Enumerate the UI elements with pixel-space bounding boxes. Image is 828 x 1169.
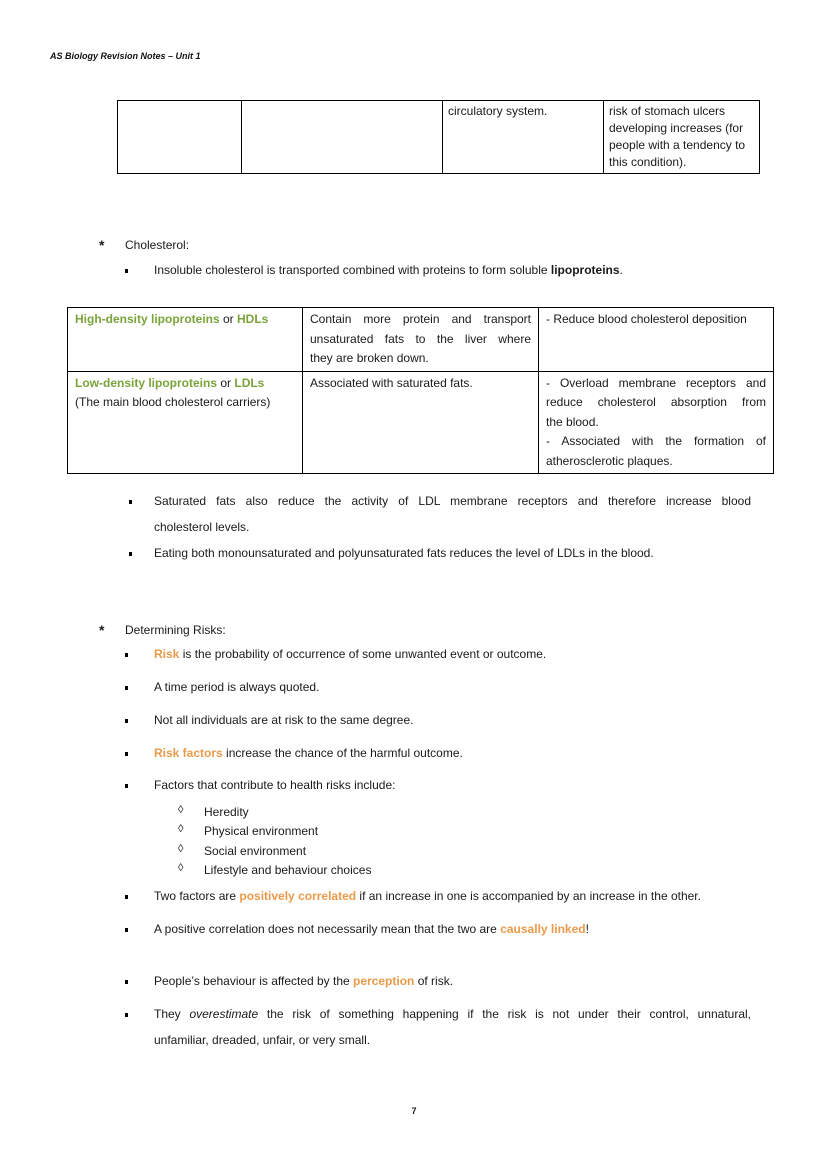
risk-bullet-8: People’s behaviour is affected by the perception of risk. [154,974,454,988]
risk-bullet-2: A time period is always quoted. [154,680,320,694]
section-heading-risks: Determining Risks: [125,623,226,637]
cholesterol-bullet-3: Eating both monounsaturated and polyunsaturated fats reduces the level of LDLs in the blood. [154,546,654,560]
square-bullet-icon [125,752,128,756]
diamond-icon: ◊ [178,804,184,816]
square-bullet-icon [125,1013,128,1017]
hdl-effect-cell: - Reduce blood cholesterol deposition [539,308,774,372]
risk-bullet-6: Two factors are positively correlated if an increase in one is accompanied by an increase in the other. [154,889,701,903]
lipoprotein-table [67,307,774,474]
risk-bullet-4: Risk factors increase the chance of the harmful outcome. [154,746,463,760]
square-bullet-icon [125,719,128,723]
square-bullet-icon [125,980,128,984]
page-number: 7 [411,1106,417,1116]
square-bullet-icon [125,928,128,932]
risk-bullet-5: Factors that contribute to health risks include: [154,778,396,792]
square-bullet-icon [129,552,132,556]
hdl-name-cell: High-density lipoproteins or HDLs [68,308,303,372]
risk-bullet-9-line-2: unfamiliar, dreaded, unfair, or very small. [154,1033,371,1047]
risk-bullet-9-line-1: They overestimate the risk of something happening if the risk is not under their control, unnatural, [154,1007,751,1021]
table-cell-stomach-ulcer-risk: risk of stomach ulcers developing increases (for people with a tendency to this condition). [604,101,760,174]
table-cell-empty [242,101,443,174]
table-cell-circulatory: circulatory system. [443,101,604,174]
square-bullet-icon [125,269,128,273]
risk-bullet-3: Not all individuals are at risk to the same degree. [154,713,414,727]
section-heading-cholesterol: Cholesterol: [125,238,190,252]
ldl-name-cell: Low-density lipoproteins or LDLs (The main blood cholesterol carriers) [68,371,303,474]
risk-bullet-1: Risk is the probability of occurrence of some unwanted event or outcome. [154,647,547,661]
factor-item: Physical environment [204,824,319,838]
factor-item: Heredity [204,805,249,819]
asterisk-icon: * [99,237,105,253]
factor-item: Social environment [204,844,307,858]
square-bullet-icon [129,500,132,504]
square-bullet-icon [125,686,128,690]
cholesterol-bullet-2-line-2: cholesterol levels. [154,520,250,534]
ldl-description-cell: Associated with saturated fats. [303,371,539,474]
square-bullet-icon [125,895,128,899]
risk-bullet-7: A positive correlation does not necessarily mean that the two are causally linked! [154,922,589,936]
factor-item: Lifestyle and behaviour choices [204,863,372,877]
ldl-effect-cell: - Overload membrane receptors and reduce cholesterol absorption from the blood. - Associated with the formation of atherosclerotic plaques. [539,371,774,474]
hdl-description-cell: Contain more protein and transport unsaturated fats to the liver where they are broken down. [303,308,539,372]
cholesterol-bullet-2-line-1: Saturated fats also reduce the activity of LDL membrane receptors and therefore increase blood [154,494,751,508]
diamond-icon: ◊ [178,823,184,835]
square-bullet-icon [125,784,128,788]
continued-table [117,100,760,174]
square-bullet-icon [125,653,128,657]
page-header: AS Biology Revision Notes – Unit 1 [50,51,201,61]
table-row [68,308,774,372]
asterisk-icon: * [99,622,105,638]
cholesterol-bullet-1: Insoluble cholesterol is transported combined with proteins to form soluble lipoproteins. [154,263,623,277]
diamond-icon: ◊ [178,862,184,874]
diamond-icon: ◊ [178,843,184,855]
table-cell-empty [118,101,242,174]
table-row [68,371,774,474]
